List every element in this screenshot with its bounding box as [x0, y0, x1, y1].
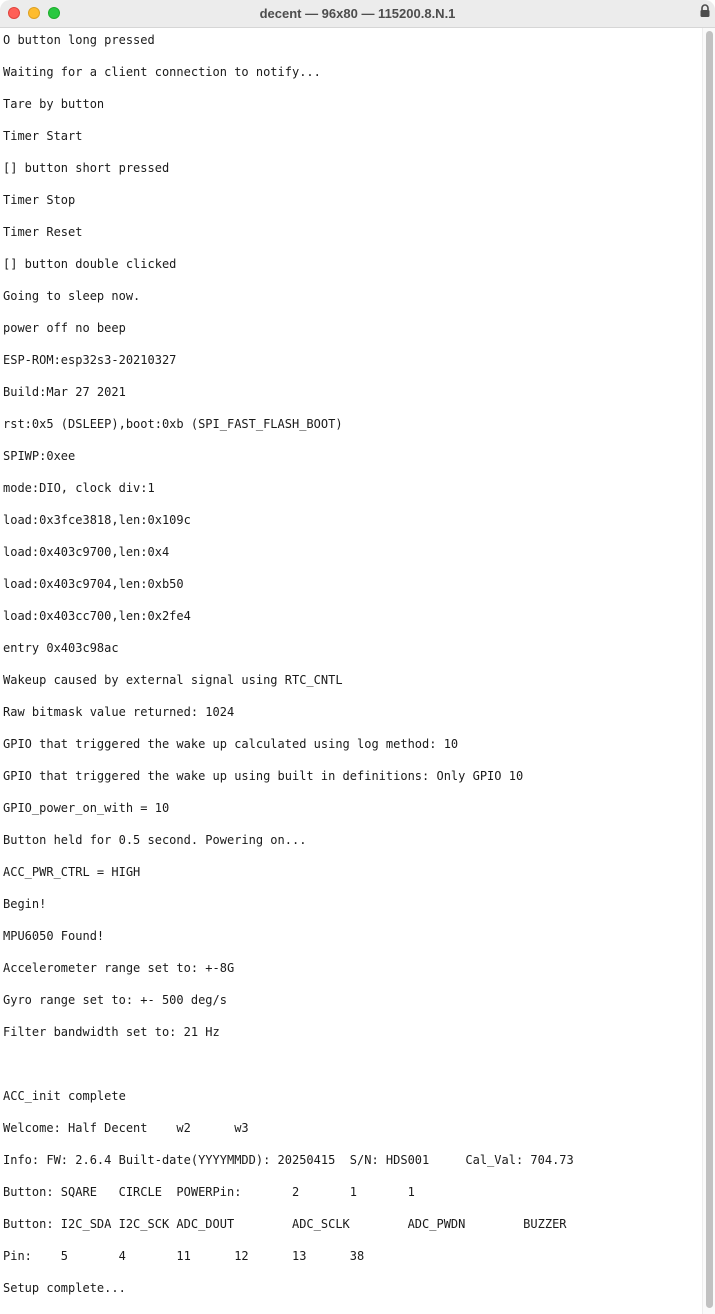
terminal-line: load:0x3fce3818,len:0x109c [3, 513, 191, 527]
terminal-line: Build:Mar 27 2021 [3, 385, 126, 399]
terminal-line: Begin! [3, 897, 47, 911]
terminal-line: MPU6050 Found! [3, 929, 105, 943]
terminal-line: Wakeup caused by external signal using RTC_CNTL [3, 673, 343, 687]
vertical-scrollbar[interactable] [702, 28, 715, 1314]
terminal-line: entry 0x403c98ac [3, 641, 119, 655]
terminal-line: Setup complete... [3, 1281, 126, 1295]
terminal-line: load:0x403c9700,len:0x4 [3, 545, 170, 559]
terminal-line: Tare by button [3, 97, 105, 111]
terminal-line: [] button short pressed [3, 161, 170, 175]
terminal-line: Filter bandwidth set to: 21 Hz [3, 1025, 220, 1039]
terminal-line: load:0x403cc700,len:0x2fe4 [3, 609, 191, 623]
terminal-line: GPIO that triggered the wake up using built in definitions: Only GPIO 10 [3, 769, 524, 783]
window-title: decent — 96x80 — 115200.8.N.1 [259, 6, 456, 21]
terminal-line: Info: FW: 2.6.4 Built-date(YYYYMMDD): 20250415 S/N: HDS001 Cal_Val: 704.73 [3, 1153, 574, 1167]
scrollbar-thumb[interactable] [706, 31, 713, 1308]
terminal-line: Raw bitmask value returned: 1024 [3, 705, 235, 719]
terminal-line: Button held for 0.5 second. Powering on... [3, 833, 307, 847]
terminal-line: Waiting for a client connection to notify... [3, 65, 321, 79]
terminal-line: Gyro range set to: +- 500 deg/s [3, 993, 227, 1007]
terminal-line: ACC_PWR_CTRL = HIGH [3, 865, 141, 879]
terminal-line: Button: I2C_SDA I2C_SCK ADC_DOUT ADC_SCLK ADC_PWDN BUZZER [3, 1217, 567, 1231]
terminal-line: GPIO_power_on_with = 10 [3, 801, 170, 815]
terminal-line: Accelerometer range set to: +-8G [3, 961, 235, 975]
lock-icon [699, 4, 711, 18]
terminal-line: Timer Start [3, 129, 83, 143]
terminal-line: Welcome: Half Decent w2 w3 [3, 1121, 249, 1135]
terminal-line: load:0x403c9704,len:0xb50 [3, 577, 184, 591]
terminal-line: GPIO that triggered the wake up calculated using log method: 10 [3, 737, 459, 751]
terminal-line: O button long pressed [3, 33, 155, 47]
terminal-line: ESP-ROM:esp32s3-20210327 [3, 353, 177, 367]
terminal-line: ACC_init complete [3, 1089, 126, 1103]
terminal-line: Pin: 5 4 11 12 13 38 [3, 1249, 365, 1263]
terminal-line: [] button double clicked [3, 257, 177, 271]
terminal-line: Button: SQARE CIRCLE POWERPin: 2 1 1 [3, 1185, 415, 1199]
title-bar[interactable] [0, 0, 715, 28]
terminal-line: power off no beep [3, 321, 126, 335]
terminal-line: Going to sleep now. [3, 289, 141, 303]
terminal-line: SPIWP:0xee [3, 449, 76, 463]
terminal-line: mode:DIO, clock div:1 [3, 481, 155, 495]
terminal-line: rst:0x5 (DSLEEP),boot:0xb (SPI_FAST_FLASH_BOOT) [3, 417, 343, 431]
terminal-line: Timer Stop [3, 193, 76, 207]
terminal-line: Timer Reset [3, 225, 83, 239]
terminal-output[interactable] [0, 28, 700, 1314]
